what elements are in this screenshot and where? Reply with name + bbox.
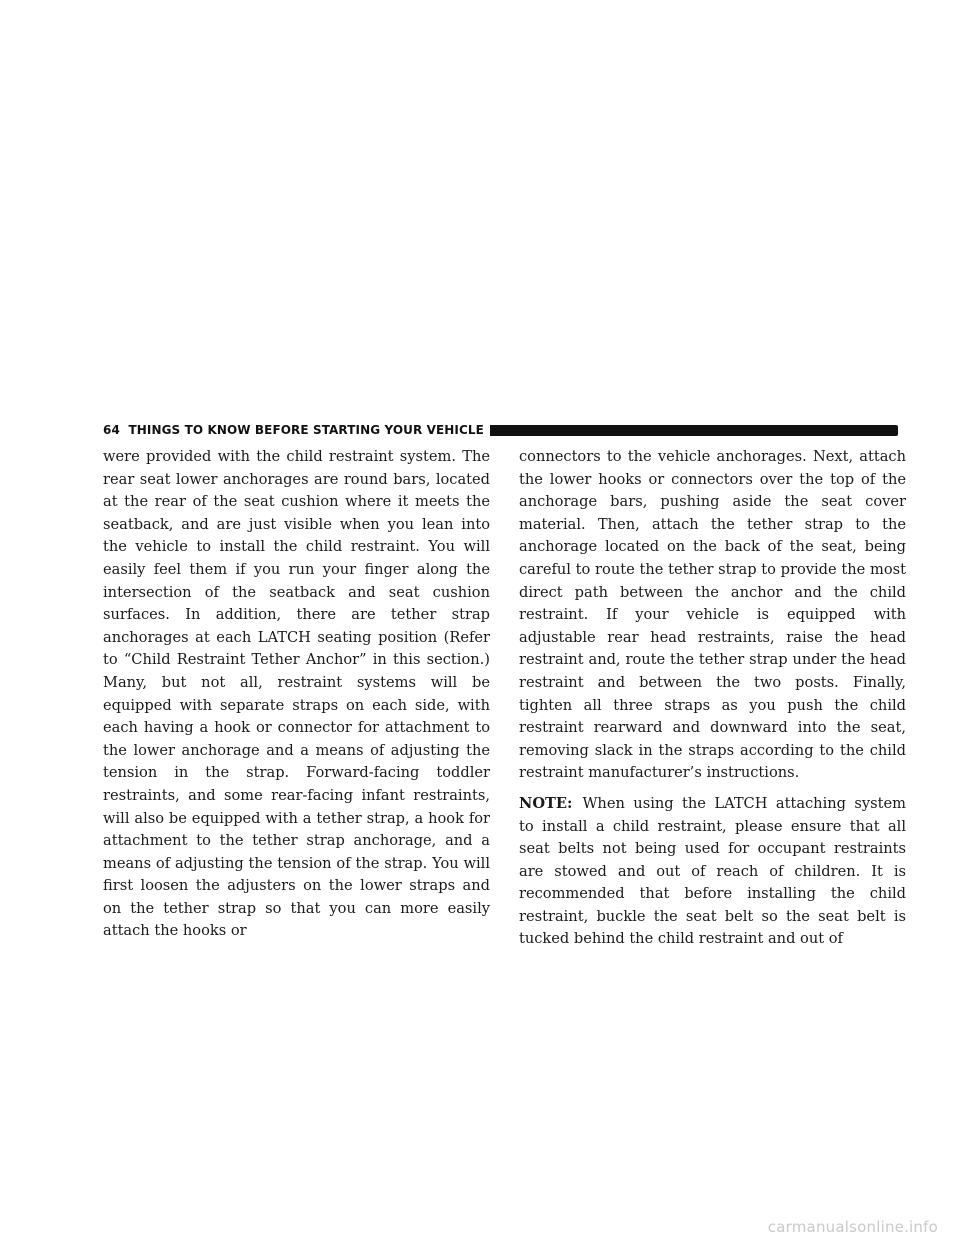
right-column — [519, 446, 906, 951]
header-text — [103, 423, 490, 437]
page-number: 64 — [103, 423, 120, 437]
note-paragraph — [519, 793, 906, 951]
left-paragraph: were provided with the child restraint system. The rear seat lower anchorages are round bars, located at the rear of the seat cushion where it meets the seatback, and are just visible when you lean into the vehicle to install the child restraint. You will easily feel them if you run your finger along the intersection of the seatback and seat cushion surfaces. In addition, there are tether strap anchorages at each LATCH seating position (Refer to “Child Restraint Tether Anchor” in this section.) Many, but not all, restraint systems will be equipped with separate straps on each side, with each having a hook or connector for attachment to the lower anchorage and a means of adjusting the tension in the strap. Forward-facing toddler restraints, and some rear-facing infant restraints, will also be equipped with a tether strap, a hook for attachment to the tether strap anchorage, and a means of adjusting the tension of the strap. You will first loosen the adjusters on the lower straps and on the tether strap so that you can more easily attach the hooks or — [103, 448, 490, 940]
right-paragraph: connectors to the vehicle anchorages. Next, attach the lower hooks or connectors over the top of the anchorage bars, pushing aside the seat cover material. Then, attach the tether strap to the anchorage located on the back of the seat, being careful to route the tether strap to provide the most direct path between the anchor and the child restraint. If your vehicle is equipped with adjustable rear head restraints, raise the head restraint and, route the tether strap under the head restraint and between the two posts. Finally, tighten all three straps as you push the child restraint rearward and downward into the seat, removing slack in the straps according to the child restraint manufacturer’s instructions. — [519, 448, 906, 782]
watermark: carmanualsonline.info — [767, 1218, 938, 1236]
note-label: NOTE: — [519, 794, 573, 812]
page-header — [103, 420, 898, 440]
note-text: When using the LATCH attaching system to install a child restraint, please ensure that all seat belts not being used for occupant restraints are stowed and out of reach of children. It is recommended that before installing the child restraint, buckle the seat belt so the seat belt is tucked behind the child restraint and out of — [519, 794, 906, 948]
header-rule-bar — [490, 425, 898, 436]
section-title: THINGS TO KNOW BEFORE STARTING YOUR VEHICLE — [128, 423, 484, 437]
left-column — [103, 446, 490, 943]
